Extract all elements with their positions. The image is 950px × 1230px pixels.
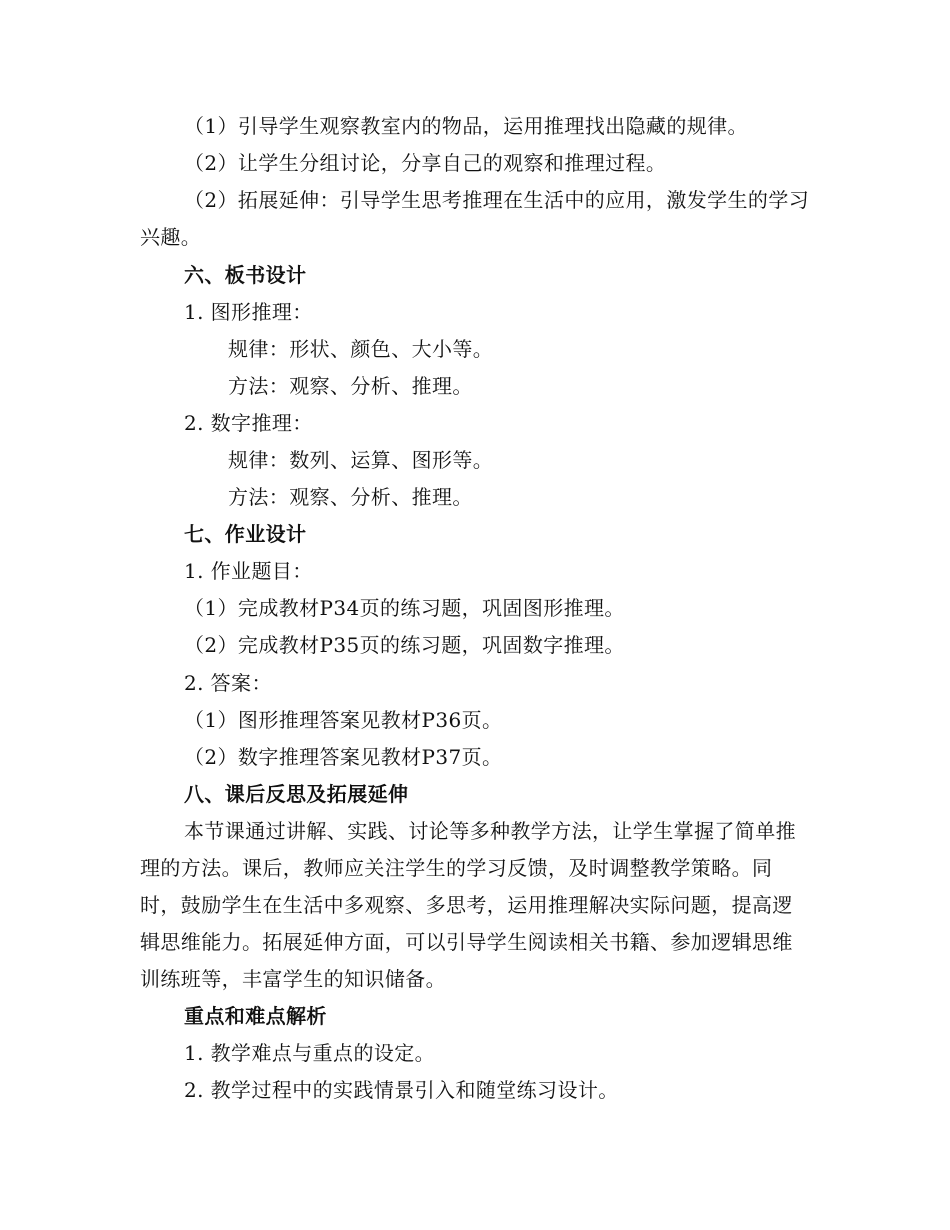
section-7-heading: 七、作业设计 [184,522,307,546]
key-point-1: 1. 教学难点与重点的设定。 [184,1041,436,1065]
board-number-title: 2. 数字推理： [184,411,313,435]
key-point-2: 2. 教学过程中的实践情景引入和随堂练习设计。 [184,1078,619,1102]
answer-title: 2. 答案： [184,671,272,695]
section-8-heading: 八、课后反思及拓展延伸 [184,782,409,806]
homework-item-1: （1）完成教材P34页的练习题，巩固图形推理。 [184,596,625,620]
intro-item-1: （1）引导学生观察教室内的物品，运用推理找出隐藏的规律。 [184,114,748,138]
intro-item-3: （2）拓展延伸：引导学生思考推理在生活中的应用，激发学生的学习兴趣。 [140,188,810,249]
key-points-heading: 重点和难点解析 [184,1004,327,1028]
homework-title: 1. 作业题目： [184,559,313,583]
board-graphic-title: 1. 图形推理： [184,300,313,324]
board-graphic-method: 方法：观察、分析、推理。 [228,374,473,398]
reflection-paragraph: 本节课通过讲解、实践、讨论等多种教学方法，让学生掌握了简单推理的方法。课后，教师应关注学生的学习反馈，及时调整教学策略。同时，鼓励学生在生活中多观察、多思考，运用推理解决实际问题，提高逻辑思维能力。拓展延伸方面，可以引导学生阅读相关书籍、参加逻辑思维训练班等，丰富学生的知识储备。 [140,819,796,991]
intro-item-2: （2）让学生分组讨论，分享自己的观察和推理过程。 [184,151,667,175]
homework-item-2: （2）完成教材P35页的练习题，巩固数字推理。 [184,633,625,657]
board-graphic-rule: 规律：形状、颜色、大小等。 [228,337,494,361]
answer-item-1: （1）图形推理答案见教材P36页。 [184,708,503,732]
board-number-method: 方法：观察、分析、推理。 [228,485,473,509]
answer-item-2: （2）数字推理答案见教材P37页。 [184,745,503,769]
board-number-rule: 规律：数列、运算、图形等。 [228,448,494,472]
section-6-heading: 六、板书设计 [184,263,307,287]
